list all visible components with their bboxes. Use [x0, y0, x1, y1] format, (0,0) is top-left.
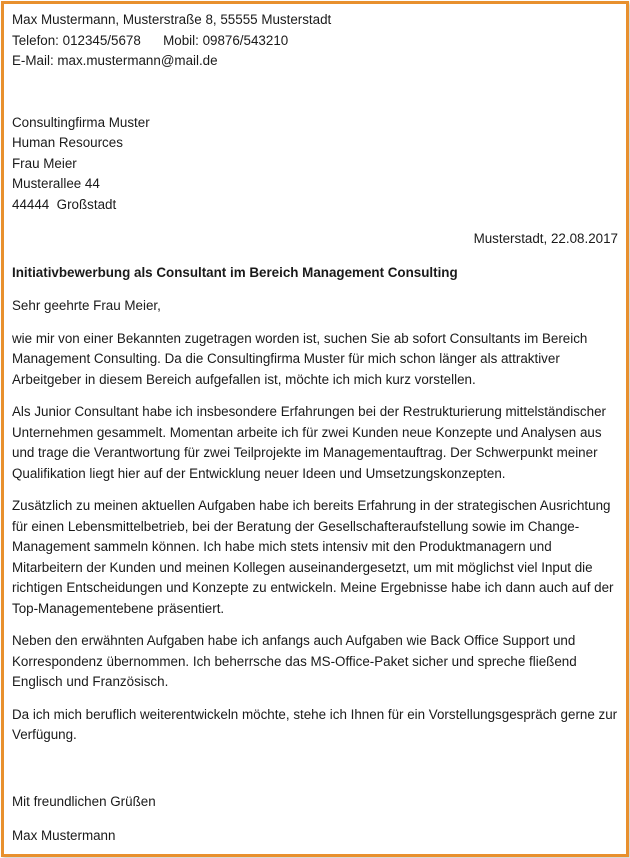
salutation: Sehr geehrte Frau Meier, — [12, 298, 161, 313]
paragraph-skills: Neben den erwähnten Aufgaben habe ich anfangs auch Aufgaben wie Back Office Support und Korrespondenz übernommen. Ich beherrsche das MS-Office-Paket sicher und spreche fließend Englisch und Französisch. — [12, 633, 577, 689]
paragraph-additional: Zusätzlich zu meinen aktuellen Aufgaben habe ich bereits Erfahrung in der strategischen Ausrichtung für einen Lebensmittelbetrieb, bei der Beratung der Gesellschafteraufstellung sowie im Change-Management sammeln können. Ich habe mich stets intensiv mit den Produktmanagern und Mitarbeitern der Kunden und meinen Kollegen auseinandergesetzt, um mit möglichst viel Input die richtigen Entscheidungen und Konzepte zu entwickeln. Meine Ergebnisse habe ich dann auch auf der Top-Managementebene präsentiert. — [12, 498, 614, 616]
letter-frame — [1, 1, 629, 857]
recipient-company: Consultingfirma Muster — [12, 114, 150, 130]
paragraph-intro: wie mir von einer Bekannten zugetragen worden ist, suchen Sie ab sofort Consultants im Bereich Management Consulting. Da die Consultingfirma Muster für mich schon länger als attraktiver Arbeitgeber in diesem Bereich aufgefallen ist, möchte ich mich kurz vorstellen. — [12, 330, 588, 387]
letter-date: Musterstadt, 22.08.2017 — [473, 231, 618, 246]
sender-phone: Telefon: 012345/5678 Mobil: 09876/543210 — [12, 32, 289, 48]
recipient-block — [12, 113, 618, 216]
signature-name: Max Mustermann — [12, 828, 116, 843]
sender-email: E-Mail: max.mustermann@mail.de — [12, 53, 218, 68]
letter-subject: Initiativbewerbung als Consultant im Bereich Management Consulting — [12, 264, 458, 280]
sender-block — [12, 10, 618, 72]
recipient-street: Musterallee 44 — [12, 176, 100, 191]
paragraph-experience: Als Junior Consultant habe ich insbesondere Erfahrungen bei der Restrukturierung mittelständischer Unternehmen gesammelt. Momentan arbeite ich für zwei Kunden neue Konzepte und Analysen aus und trage die Verantwortung für zwei Teilprojekte im Managementauftrag. Der Schwerpunkt meiner Qualifikation liegt hier auf der Entwicklung neuer Ideen und Umsetzungskonzepten. — [12, 404, 606, 481]
letter-page — [12, 10, 618, 847]
paragraph-closing-request: Da ich mich beruflich weiterentwickeln möchte, stehe ich Ihnen für ein Vorstellungsgespräch gerne zur Verfügung. — [12, 706, 618, 742]
recipient-contact: Frau Meier — [12, 155, 77, 171]
closing-phrase: Mit freundlichen Grüßen — [12, 793, 156, 809]
recipient-city: 44444 Großstadt — [12, 196, 117, 212]
recipient-department: Human Resources — [12, 135, 123, 150]
sender-name-address: Max Mustermann, Musterstraße 8, 55555 Musterstadt — [12, 12, 332, 27]
